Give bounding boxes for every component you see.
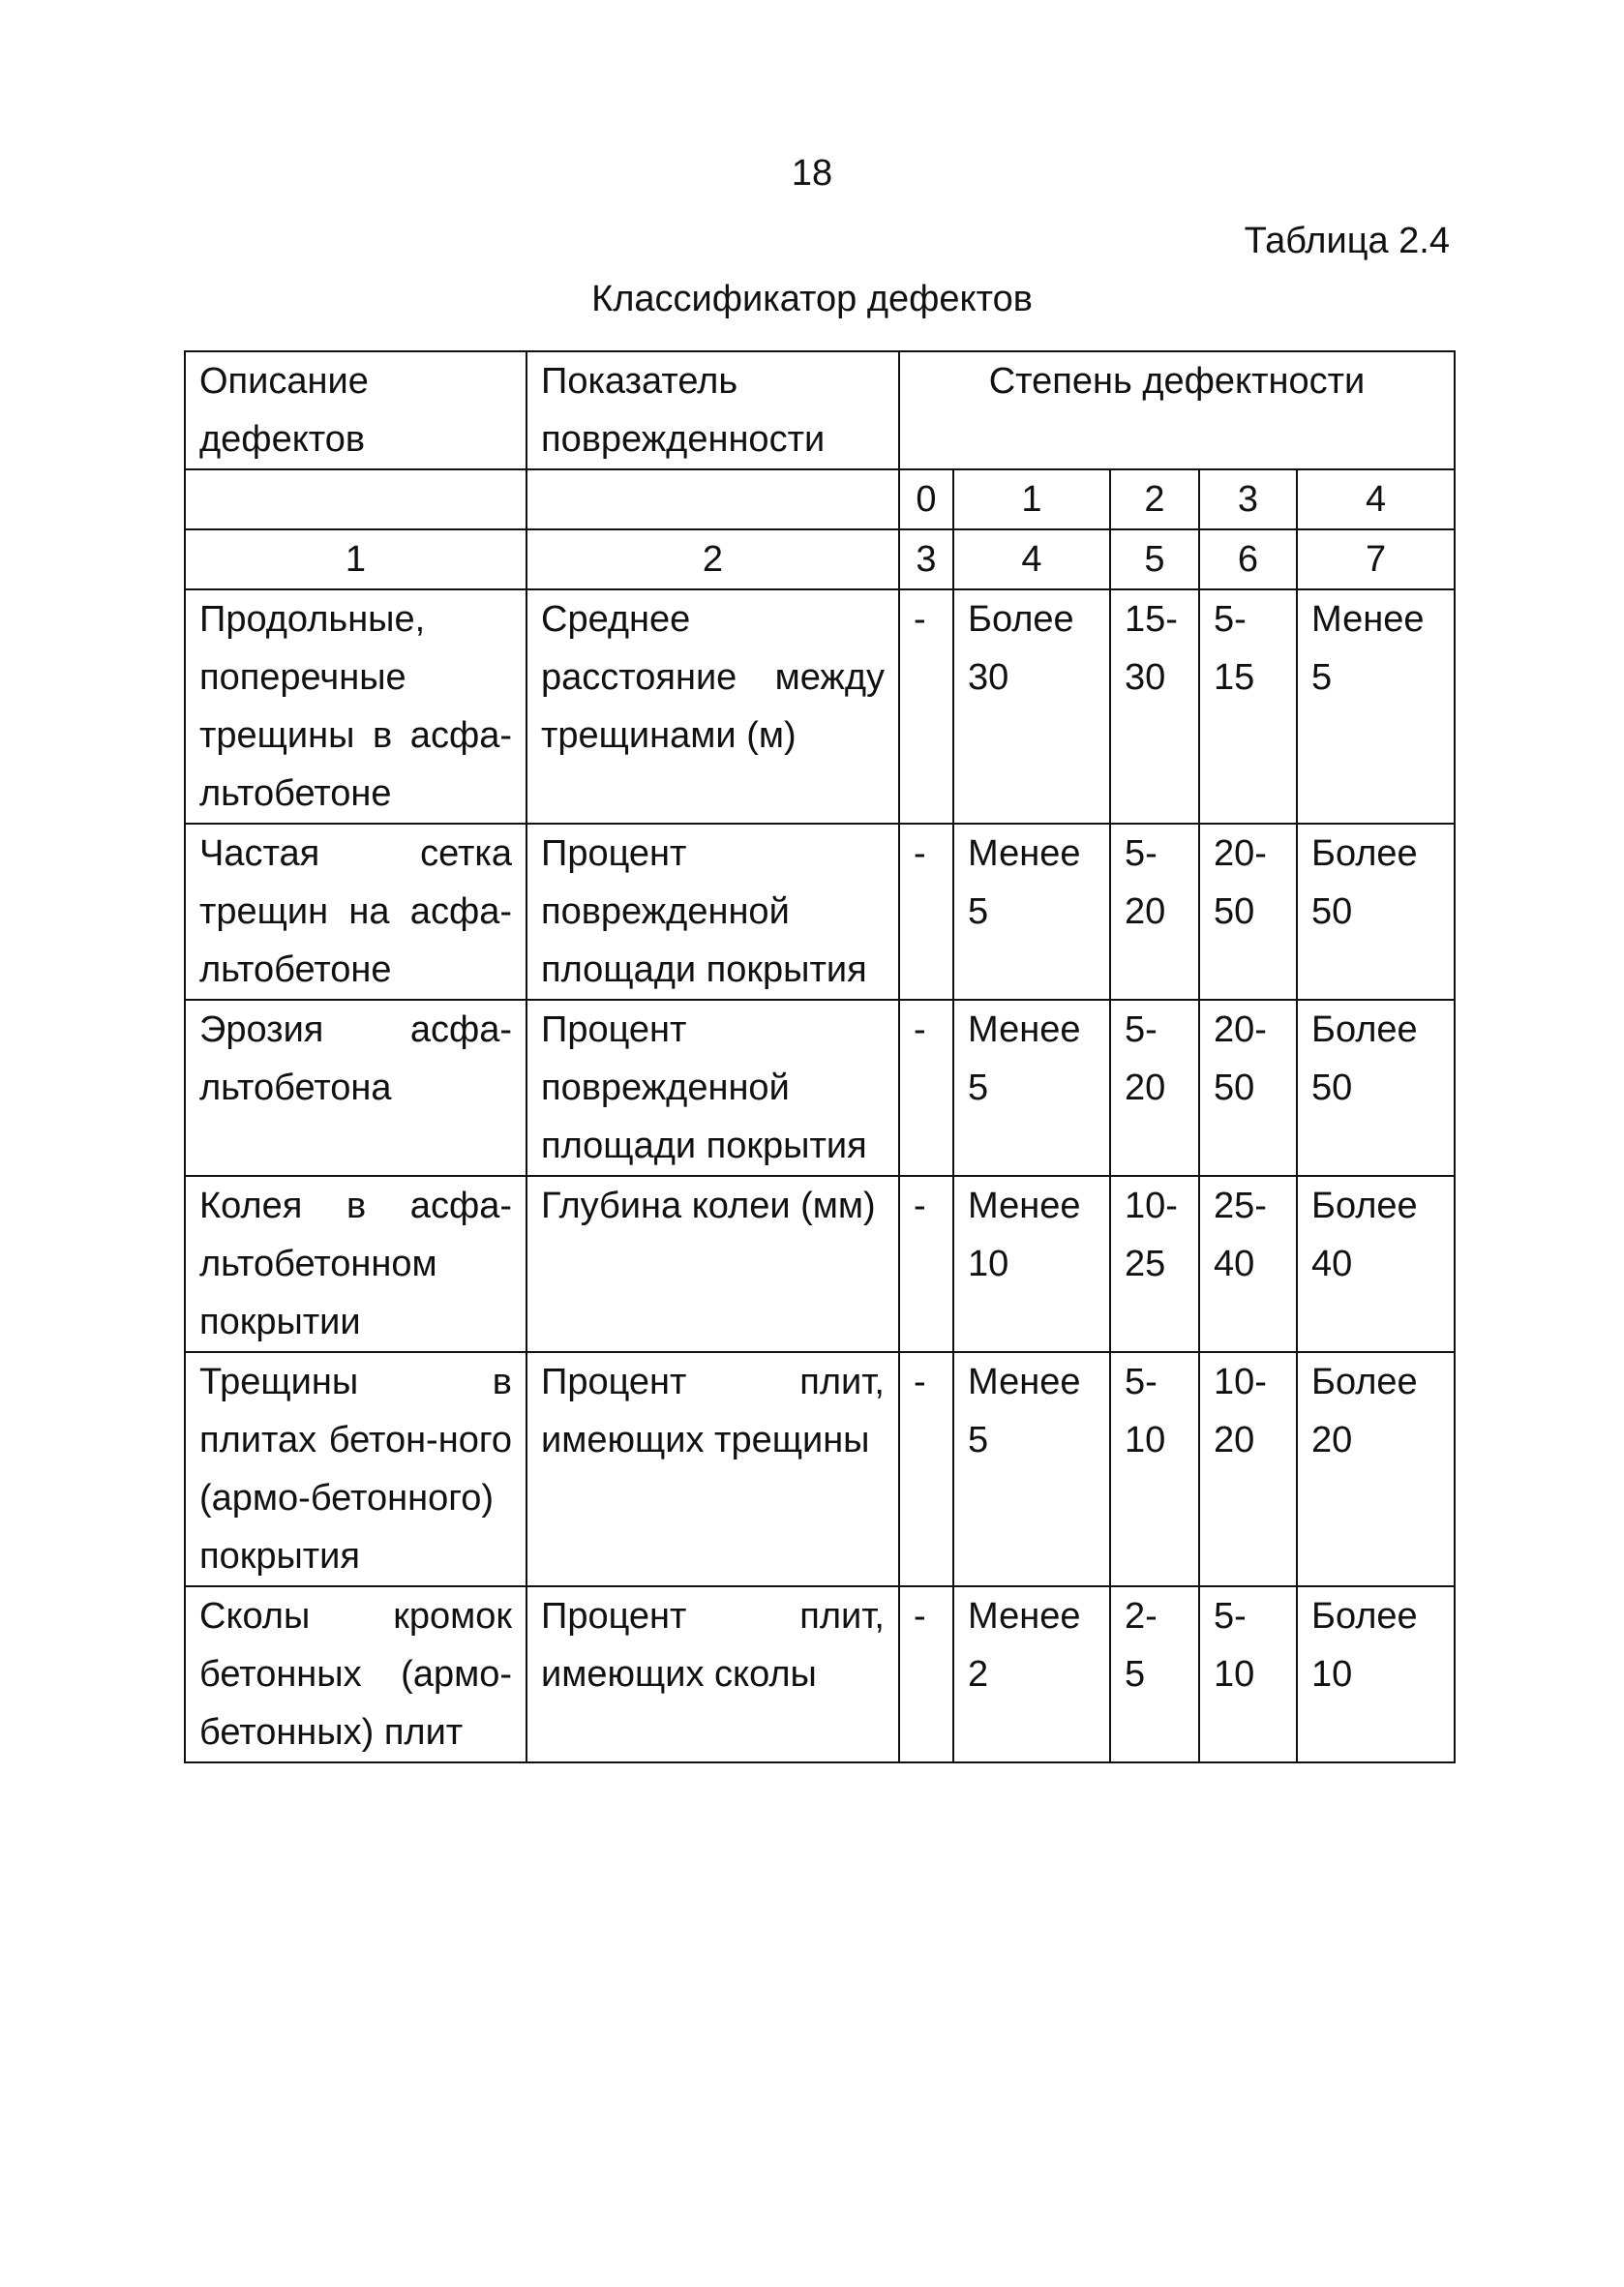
table-row [185,824,1455,1000]
table-row [185,1586,1455,1762]
degree-value: Менее 2 [953,1586,1110,1762]
degree-value: 2- 5 [1110,1586,1199,1762]
degree-level: 4 [1297,469,1455,529]
degree-value: 15- 30 [1110,589,1199,824]
table-label: Таблица 2.4 [1244,221,1450,261]
degree-value: - [899,589,953,824]
empty-cell [526,469,899,529]
column-number: 4 [953,529,1110,589]
table-row [185,1352,1455,1586]
degree-value: - [899,1176,953,1352]
degree-value: Более 40 [1297,1176,1455,1352]
damage-indicator: Процент плит, имеющих сколы [526,1586,899,1762]
defect-description: Колея в асфа-льтобетонном покрытии [185,1176,526,1352]
defect-description: Эрозия асфа-льтобетона [185,1000,526,1176]
degree-value: 5- 15 [1199,589,1297,824]
degree-value: Менее 5 [953,1000,1110,1176]
degree-value: - [899,1000,953,1176]
header-indicator: Показатель поврежденности [526,351,899,469]
degree-value: Менее 10 [953,1176,1110,1352]
degree-value: Более 50 [1297,1000,1455,1176]
table-row [185,1176,1455,1352]
degree-value: - [899,1352,953,1586]
header-description: Описание дефектов [185,351,526,469]
column-number: 7 [1297,529,1455,589]
degree-value: 5- 20 [1110,1000,1199,1176]
column-numbers-row [185,529,1455,589]
damage-indicator: Процент плит, имеющих трещины [526,1352,899,1586]
table-title: Классификатор дефектов [591,279,1033,319]
degree-value: Более 30 [953,589,1110,824]
degree-value: Менее 5 [1297,589,1455,824]
damage-indicator: Процент поврежденной площади покрытия [526,1000,899,1176]
empty-cell [185,469,526,529]
defect-description: Частая сетка трещин на асфа-льтобетоне [185,824,526,1000]
damage-indicator: Процент поврежденной площади покрытия [526,824,899,1000]
column-number: 1 [185,529,526,589]
damage-indicator: Среднее расстояние между трещинами (м) [526,589,899,824]
degree-level: 0 [899,469,953,529]
defect-description: Сколы кромок бетонных (армо-бетонных) плит [185,1586,526,1762]
degree-value: - [899,1586,953,1762]
damage-indicator: Глубина колеи (мм) [526,1176,899,1352]
table-row [185,589,1455,824]
degree-value: Менее 5 [953,1352,1110,1586]
degree-value: 20- 50 [1199,1000,1297,1176]
header-row [185,351,1455,469]
column-number: 2 [526,529,899,589]
degree-value: Более 50 [1297,824,1455,1000]
degree-value: 10- 20 [1199,1352,1297,1586]
header-degree: Степень дефектности [899,351,1455,469]
degree-value: Более 10 [1297,1586,1455,1762]
table-row [185,1000,1455,1176]
defect-description: Трещины в плитах бетон-ного (армо-бетонного) покрытия [185,1352,526,1586]
degree-level: 1 [953,469,1110,529]
degree-value: Менее 5 [953,824,1110,1000]
column-number: 6 [1199,529,1297,589]
defect-description: Продольные, поперечные трещины в асфа-льтобетоне [185,589,526,824]
degree-value: 10- 25 [1110,1176,1199,1352]
degree-value: 5- 10 [1199,1586,1297,1762]
column-number: 5 [1110,529,1199,589]
degree-value: 5- 20 [1110,824,1199,1000]
page-number: 18 [791,153,833,194]
degree-level: 3 [1199,469,1297,529]
degree-value: 5- 10 [1110,1352,1199,1586]
degree-value: Более 20 [1297,1352,1455,1586]
degree-value: 20- 50 [1199,824,1297,1000]
degree-level: 2 [1110,469,1199,529]
degree-levels-row [185,469,1455,529]
column-number: 3 [899,529,953,589]
degree-value: - [899,824,953,1000]
degree-value: 25- 40 [1199,1176,1297,1352]
defect-classifier-table [184,350,1456,1763]
